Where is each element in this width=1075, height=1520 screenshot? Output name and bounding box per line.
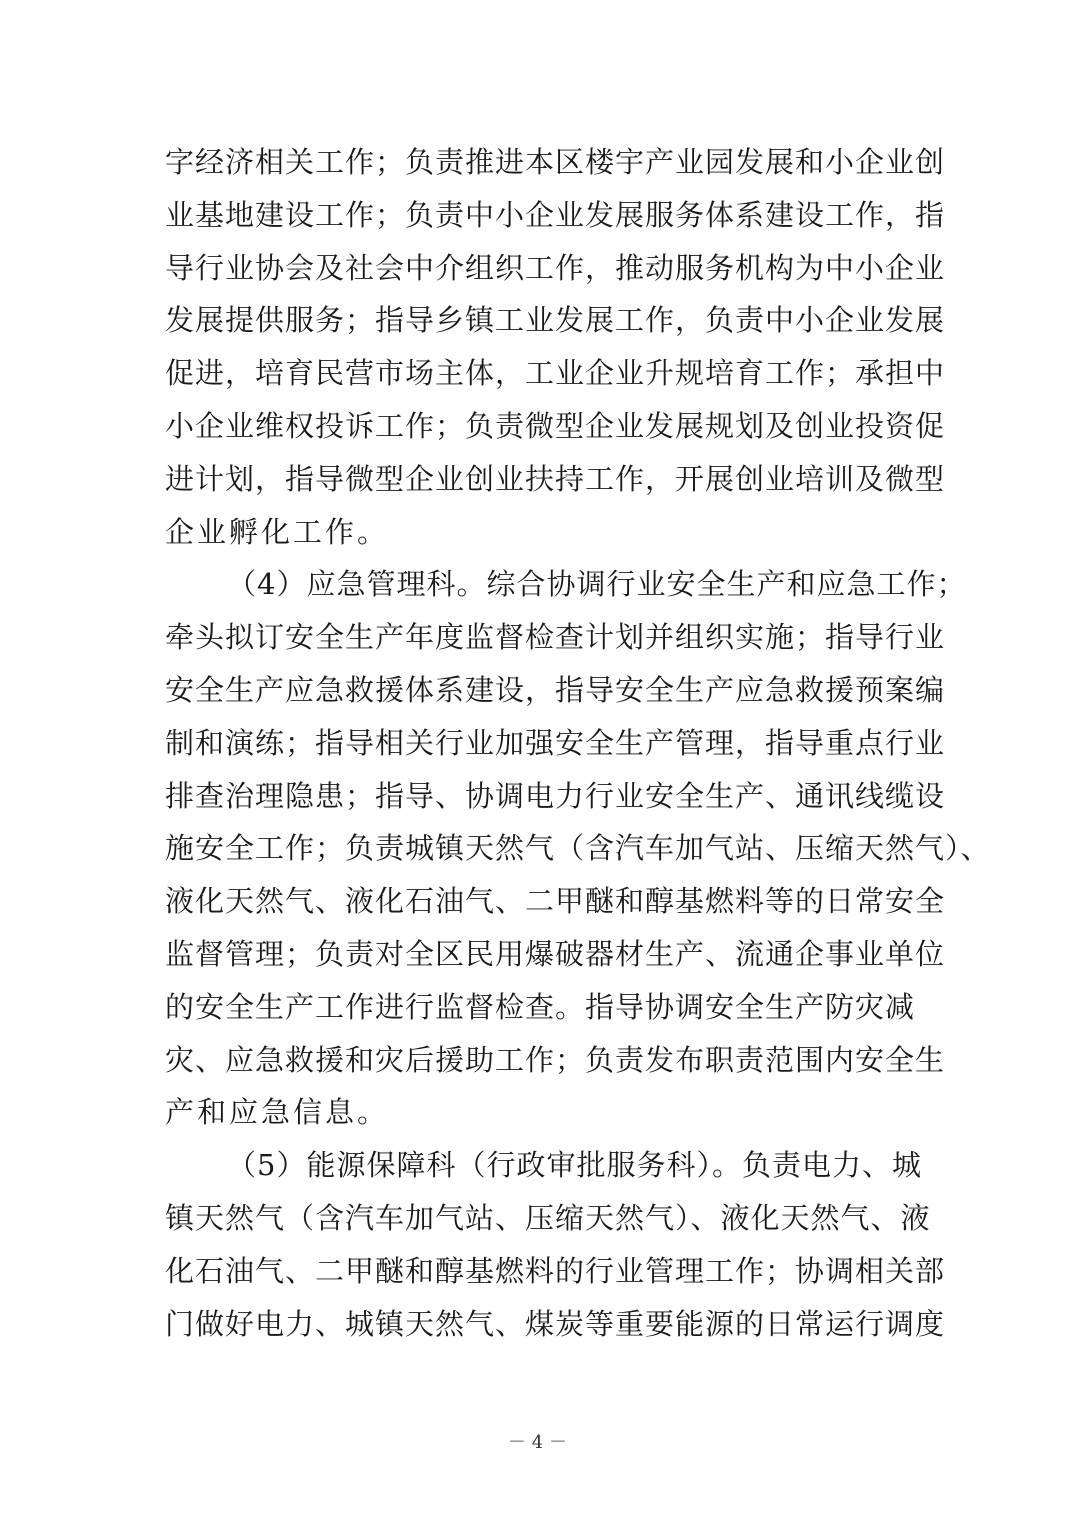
text-line: 制和演练；指导相关行业加强安全生产管理，指导重点行业 (165, 725, 946, 760)
text-line: 企业孵化工作。 (165, 514, 390, 549)
text-line: 产和应急信息。 (165, 1095, 390, 1130)
text-line: 牵头拟订安全生产年度监督检查计划并组织实施；指导行业 (165, 620, 946, 655)
text-line: 镇天然气（含汽车加气站、压缩天然气）、液化天然气、液 (165, 1200, 931, 1235)
section-heading-line: （4）应急管理科。综合协调行业安全生产和应急工作； (227, 567, 967, 602)
text-line: 灾、应急救援和灾后援助工作；负责发布职责范围内安全生 (165, 1042, 946, 1077)
text-line: 液化天然气、液化石油气、二甲醚和醇基燃料等的日常安全 (165, 884, 946, 919)
text-line: 监督管理；负责对全区民用爆破器材生产、流通企事业单位 (165, 936, 946, 971)
text-line: 小企业维权投诉工作；负责微型企业发展规划及创业投资促 (165, 408, 946, 443)
body-text (165, 136, 991, 1350)
text-line: 促进，培育民营市场主体，工业企业升规培育工作；承担中 (165, 356, 946, 391)
text-line: 门做好电力、城镇天然气、煤炭等重要能源的日常运行调度 (165, 1306, 946, 1341)
text-line: 业基地建设工作；负责中小企业发展服务体系建设工作，指 (165, 197, 946, 232)
text-line: 的安全生产工作进行监督检查。指导协调安全生产防灾减 (165, 989, 916, 1024)
text-line: 施安全工作；负责城镇天然气（含汽车加气站、压缩天然气）、 (165, 831, 991, 866)
text-line: 导行业协会及社会中介组织工作，推动服务机构为中小企业 (165, 250, 946, 285)
section-heading-line: （5）能源保障科（行政审批服务科）。负责电力、城 (227, 1148, 922, 1183)
page-number: － 4 － (508, 1432, 567, 1453)
text-line: 安全生产应急救援体系建设，指导安全生产应急救援预案编 (165, 672, 946, 707)
text-line: 化石油气、二甲醚和醇基燃料的行业管理工作；协调相关部 (165, 1253, 946, 1288)
text-line: 发展提供服务；指导乡镇工业发展工作，负责中小企业发展 (165, 303, 946, 338)
text-line: 字经济相关工作；负责推进本区楼宇产业园发展和小企业创 (165, 145, 946, 179)
text-line: 进计划，指导微型企业创业扶持工作，开展创业培训及微型 (165, 461, 946, 496)
text-line: 排查治理隐患；指导、协调电力行业安全生产、通讯线缆设 (165, 778, 946, 813)
